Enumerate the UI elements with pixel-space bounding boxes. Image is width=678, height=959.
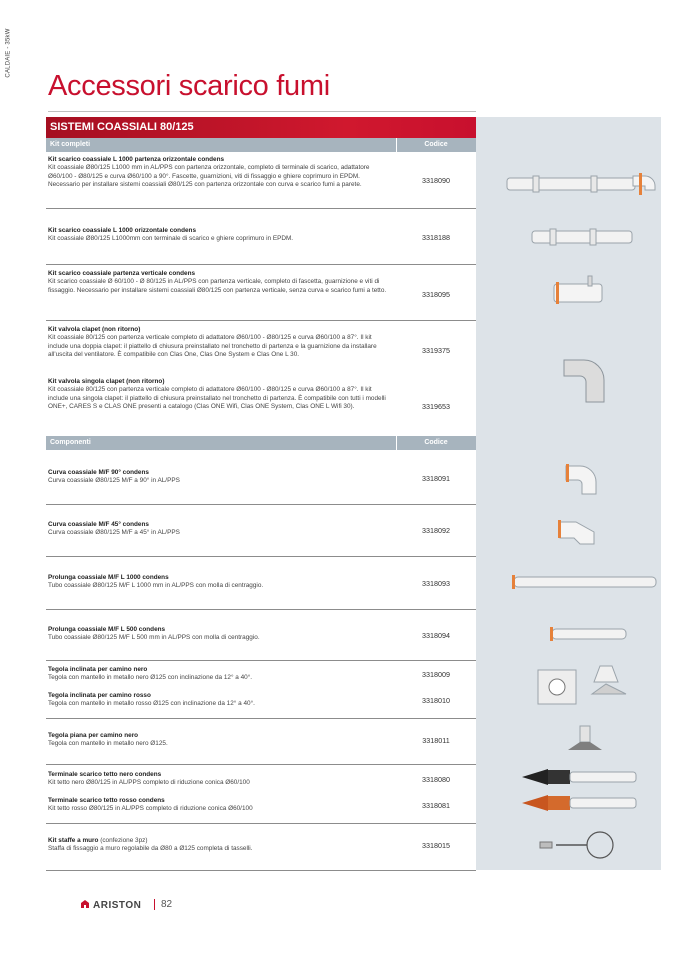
kit-vertical-image	[548, 272, 608, 312]
section-title: SISTEMI COASSIALI 80/125	[46, 117, 476, 138]
kit-description: Kit coassiale 80/125 con partenza verticale completo di adattatore Ø60/100 - Ø80/125 e curva Ø60/100 a 87°. Il kit include una singola clapet: il piattello di chiusura preinstallato nel tronchetto di partenza. È compatibile con tutti i modelli ONE+, CARES S e CLAS ONE presenti a catalogo (Clas ONE Wifi, Clas ONE System, Clas ONE L Wifi 30).	[48, 386, 386, 410]
wall-bracket-image	[534, 828, 614, 862]
title-divider	[48, 111, 476, 112]
extension-1000-image	[508, 574, 658, 590]
component-name: Tegola piana per camino nero	[48, 732, 139, 739]
product-code: 3318011	[422, 736, 450, 745]
ariston-house-icon	[80, 899, 90, 909]
product-code: 3318080	[422, 775, 450, 784]
component-description: Tegola con mantello in metallo nero Ø125 con inclinazione da 12° a 40°.	[48, 674, 253, 682]
kit-name: Kit scarico coassiale L 1000 partenza orizzontale condens	[48, 156, 225, 163]
ariston-logo	[80, 899, 141, 911]
component-description: Tubo coassiale Ø80/125 M/F L 500 mm in AL/PPS con molla di centraggio.	[48, 634, 260, 642]
brand-name: ARISTON	[93, 900, 142, 911]
product-code: 3318188	[422, 233, 450, 242]
roof-terminal-red-image	[520, 792, 638, 814]
component-name: Curva coassiale M/F 90° condens	[48, 469, 149, 476]
component-description: Curva coassiale Ø80/125 M/F a 90° in AL/PPS	[48, 477, 180, 485]
extension-500-image	[546, 626, 628, 642]
curve-90-image	[562, 460, 602, 496]
kit-description: Kit scarico coassiale Ø 60/100 - Ø 80/125 in AL/PPS con partenza verticale, completo di fascetta, guarnizione e viti di fissaggio. Necessario per installare sistemi coassiali Ø80/125 con partenza verticale, senza curva e scarico fumi a tetto.	[48, 278, 387, 294]
product-code: 3318092	[422, 526, 450, 535]
roof-terminal-black-image	[520, 766, 638, 788]
product-code: 3318010	[422, 696, 450, 705]
product-code: 3318091	[422, 474, 450, 483]
component-name-suffix: (confezione 3pz)	[98, 837, 148, 844]
inclined-tile-image	[536, 664, 636, 706]
kit-horizontal-image	[530, 226, 635, 248]
clapet-valve-image	[558, 350, 608, 406]
component-description: Tegola con mantello in metallo nero Ø125.	[48, 740, 168, 748]
kit-description: Kit coassiale Ø80/125 L1000 mm in AL/PPS con partenza orizzontale, completo di terminale di scarico, adattatore Ø60/100 - Ø80/125 e curva Ø60/100 a 90°. Fascette, guarnizioni, viti di fissaggio e ghiere coprimuro in EPDM. Necessario per installare sistemi coassiali Ø80/125 con partenza orizzontale con curva e scarico fumi a parete.	[48, 164, 370, 188]
component-name: Tegola inclinata per camino nero	[48, 666, 148, 673]
product-code: 3318081	[422, 801, 450, 810]
page-title: Accessori scarico fumi	[48, 70, 330, 102]
components-column-header	[46, 436, 476, 450]
component-name: Prolunga coassiale M/F L 1000 condens	[48, 574, 169, 581]
product-code: 3319375	[422, 346, 450, 355]
kit-code-header: Codice	[424, 141, 448, 148]
kit-description: Kit coassiale Ø80/125 L1000mm con terminale di scarico e ghiere coprimuro in EPDM.	[48, 235, 294, 243]
product-code: 3318009	[422, 670, 450, 679]
product-code: 3318095	[422, 290, 450, 299]
kit-name: Kit scarico coassiale partenza verticale condens	[48, 270, 196, 277]
component-name: Terminale scarico tetto rosso condens	[48, 797, 165, 804]
component-name: Terminale scarico tetto nero condens	[48, 771, 162, 778]
flat-tile-image	[566, 724, 606, 754]
component-description: Kit tetto nero Ø80/125 in AL/PPS completo di riduzione conica Ø60/100	[48, 779, 250, 787]
kit-name: Kit scarico coassiale L 1000 orizzontale condens	[48, 227, 196, 234]
kit-horizontal-curve-image	[505, 170, 660, 200]
product-code: 3318093	[422, 579, 450, 588]
component-description: Staffa di fissaggio a muro regolabile da Ø80 a Ø125 completa di tasselli.	[48, 845, 253, 853]
kit-name: Kit valvola clapet (non ritorno)	[48, 326, 141, 333]
kit-description: Kit coassiale 80/125 con partenza verticale completo di adattatore Ø60/100 - Ø80/125 e curva Ø60/100 a 87°. Il kit include una doppia clapet: il piattello di chiusura preinstallato nel tronchetto di partenza e la guarnizione da installare all'uscita del ventilatore. È compatibile con Clas One, Clas One System e Clas One L 30.	[48, 334, 377, 358]
product-code: 3319653	[422, 402, 450, 411]
curve-45-image	[552, 516, 602, 546]
component-description: Kit tetto rosso Ø80/125 in AL/PPS completo di riduzione conica Ø60/100	[48, 805, 253, 813]
component-description: Tegola con mantello in metallo rosso Ø125 con inclinazione da 12° a 40°.	[48, 700, 255, 708]
component-description: Tubo coassiale Ø80/125 M/F L 1000 mm in AL/PPS con molla di centraggio.	[48, 582, 264, 590]
components-header-label: Componenti	[50, 439, 91, 446]
component-description: Curva coassiale Ø80/125 M/F a 45° in AL/PPS	[48, 529, 180, 537]
component-name: Kit staffe a muro	[48, 837, 99, 844]
kit-header-label: Kit completi	[50, 141, 91, 148]
side-label: CALDAIE - 35kW	[5, 28, 12, 78]
kit-name: Kit valvola singola clapet (non ritorno)	[48, 378, 165, 385]
component-name: Tegola inclinata per camino rosso	[48, 692, 151, 699]
product-code: 3318094	[422, 631, 450, 640]
product-code: 3318090	[422, 176, 450, 185]
product-code: 3318015	[422, 841, 450, 850]
component-name: Curva coassiale M/F 45° condens	[48, 521, 149, 528]
page-number: 82	[161, 899, 173, 910]
component-name: Prolunga coassiale M/F L 500 condens	[48, 626, 166, 633]
footer-separator	[154, 899, 155, 910]
kit-column-header	[46, 138, 476, 152]
components-code-header: Codice	[424, 439, 448, 446]
